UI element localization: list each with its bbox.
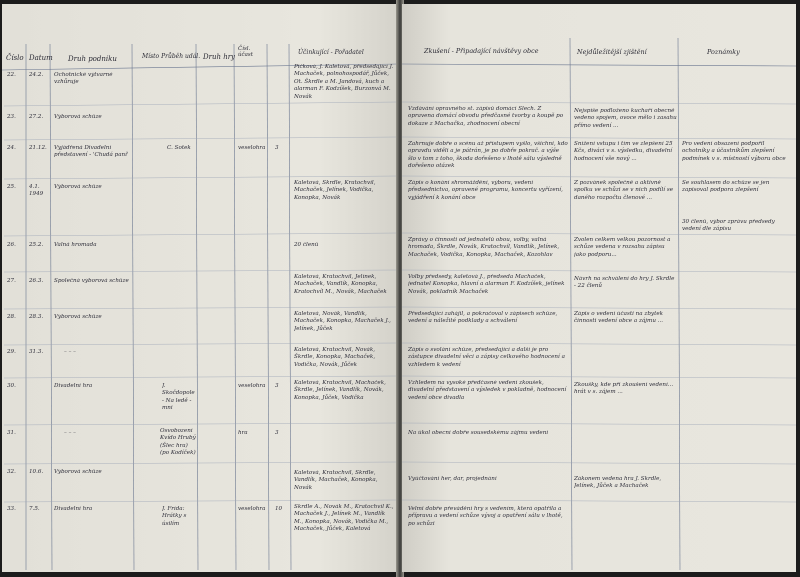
row-date: 10.6. (29, 469, 44, 475)
row-date: 4.1. 1949 (29, 184, 44, 198)
row-report: Vyúčtování her, dar, projednání (408, 476, 497, 482)
row-performers: Kaletová, Kratochvíl, Machaček, Škrdle, Jelínek, Vandlík, Novák, Konopka, Jůček, Vodička (294, 380, 386, 401)
row-number: 28. (7, 314, 16, 320)
row-number: 26. (7, 242, 16, 248)
row-event: Výborová schůze (54, 314, 102, 320)
row-findings: Snížení vstupu i tím ve zlepšení 25 Kčs, diváci v s. výsledku, divadelní hodnocení vše nový ... (574, 141, 673, 162)
row-place: Osvobození Kvído Hrubý (Šlec hra) (po Kodíček) (160, 428, 196, 457)
row-report: Zprávy o činnosti od jednatelů obou, volby, valná hromada, Škrdle, Novák, Kratochvíl, Vandlík, Jelínek, Machaček, Vodička, Konopka, Machaček, Kozohlav (408, 237, 560, 258)
col-header-date: Datum (29, 54, 53, 62)
row-findings: Zákonem vedena hra J. Škrdle, Jelínek, Jůček a Machaček (574, 476, 662, 490)
row-date: 25.2. (29, 242, 44, 248)
row-count: 3 (275, 430, 279, 436)
row-event: Výborová schůze (54, 184, 102, 190)
row-number: 32. (7, 469, 16, 475)
row-findings: Zkoušky, kde při zkoušení vedení... hrát v s. zájem ... (574, 382, 674, 396)
row-performers: Pičková, J. Kaletová, předsedající J. Machaček, polnohospodář, Jůček, Ot. Škrdle a M. Jandová, kuch a alarman F. Kodzíšek, Burzonvá M. Novák (294, 64, 394, 100)
row-number: 22. (7, 72, 16, 78)
col-header-place: Místo Průběh udál. (142, 53, 201, 60)
row-kind: veselohra (238, 145, 266, 151)
row-findings: Nejspíše podloženo kuchaří obecně vedeno spojem, ovoce mělo i zasahu přímo vedení ... (574, 108, 677, 129)
row-number: 33. (7, 506, 16, 512)
row-number: 31. (7, 430, 16, 436)
row-report: Volby předsedy, kaletová J., předseda Machaček, jednatel Konopka, hlavní a alarman F. Kodzíšek, jelínek Novák, pokladník Machaček (408, 274, 565, 295)
row-number: 23. (7, 114, 16, 120)
row-performers: Kaletová, Kratochvíl, Jelínek, Machaček, Vandlík, Konopka, Kratochvíl M., Novák, Machaček (294, 274, 387, 295)
row-kind: hra (238, 430, 248, 436)
row-kind: veselohra (238, 506, 266, 512)
row-report: Na úkol obecní dobře sousedskému zájmu vedení (408, 430, 549, 436)
row-event: – – – (64, 430, 76, 436)
row-event: Výborová schůze (54, 469, 102, 475)
row-report: Předsedající zahájil, a pokračoval v zápisech schůze, vedení a náležité podklady a schválení (408, 311, 558, 325)
row-date: 28.3. (29, 314, 44, 320)
row-number: 27. (7, 278, 16, 284)
row-report: Zahrnuje dobře o scénu až přístupem vyšlo, všichni, kdo opravdu viděli a je pátrán, je po dobře pokrač. a výše šlo v tom z toho, škoda dořešeno v lhotě sálu výsledně dořešeno otázek (408, 141, 568, 170)
row-performers: Kaletová, Kratochvíl, Novák, Škrdle, Konopka, Machaček, Vodička, Novák, Jůček (294, 347, 376, 368)
row-performers: Škrdle A., Novák M., Kratochvíl K., Machaček J., Jelínek M., Vandlík M., Konopka, Novák, Vodička M., Machaček, Jůček, Kaletová (294, 504, 394, 533)
row-number: 24. (7, 145, 16, 151)
row-performers: 20 členů (294, 242, 319, 248)
row-count: 3 (275, 383, 279, 389)
row-date: 7.5. (29, 506, 40, 512)
row-report: Vzhledem na vysoké předčasné vedení zkoušek, divadelní představení a výsledek v pokladně, hodnocení vedení obce divadla (408, 380, 567, 401)
col-header-performers: Účinkující - Pořadatel (298, 49, 364, 56)
row-place: J. Skočdopole - Na ledě - mni (162, 383, 195, 412)
row-findings: Zápis o vedení účasti na zbytek činnosti vedení obce a zájmu ... (574, 311, 664, 325)
row-place: C. Šotek (167, 145, 191, 151)
row-event: Divadelní hra (54, 383, 93, 389)
row-number: 30. (7, 383, 16, 389)
row-performers: Kaletová, Novák, Vandlík, Machaček, Konopka, Machaček J., Jelínek, Jůček (294, 311, 391, 332)
left-page (2, 4, 398, 572)
row-count: 3 (275, 145, 279, 151)
row-place: J. Frída: Hrátky s úsilím (162, 506, 187, 527)
row-event: Výborová schůze (54, 114, 102, 120)
col-header-remarks: Poznámky (707, 48, 740, 56)
row-date: 31.3. (29, 349, 44, 355)
row-event: Vyjádřená Divadelní představení - 'Chudá paní' (54, 145, 129, 159)
row-report: Vzdávání opravného st. zápisů domácí Šlech. Z opravena domácí obvodu předčasné tvorby a koupě po dokaze z Machačka, zhodnocení obecní (408, 106, 564, 127)
row-number: 29. (7, 349, 16, 355)
row-date: 21.12. (29, 145, 47, 151)
col-header-findings: Nejdůležitější zjištění (577, 48, 647, 56)
col-header-number: Číslo (6, 54, 24, 62)
row-number: 25. (7, 184, 16, 190)
col-header-kind: Druh hry (203, 53, 236, 61)
row-performers: Kaletová, Kratochvíl, Škrdle, Vandlík, Machaček, Konopka, Novák (294, 470, 378, 491)
row-event: Společná výborová schůze (54, 278, 129, 284)
row-date: 26.3. (29, 278, 44, 284)
row-kind: veselohra (238, 383, 266, 389)
row-findings: Zvolen celkem velkou pozornost a schůze vedena v rozsahu zápisu jako podporu... (574, 237, 671, 258)
row-remarks: Se souhlasem do schůze se jen zapisoval podpora zlepšení (682, 180, 770, 194)
row-event: Divadelní hra (54, 506, 93, 512)
row-findings: Z pozvánek společně a aktivně spolku ve schůzi se v nich podílí se daného rozpočtu členové ... (574, 180, 674, 201)
row-report: Zápis o svolání schůze, předsedající a další je pro zástupce divadelní věci a zápisy celkového hodnocení a vzhledem k vedení (408, 347, 565, 368)
col-header-event: Druh podniku (68, 55, 117, 63)
row-report: Zápis o konání shromáždění, výboru, vedení předsednictva, opravené programu, koncertu vyřízení, vyjádření k konání obce (408, 180, 563, 201)
col-header-report: Zkušení - Připadající návštěvy obce (424, 47, 539, 55)
row-remarks: Pro vedení obsazení podpořil ochotníky a účastníkům zlepšení podmínek v s. místností výboru obce (682, 141, 786, 162)
row-event: – – – (64, 349, 76, 355)
row-event: Ochotnické výtvarné vzhůruje (54, 72, 113, 86)
row-findings: Návrh na schválení do hry J. Škrdle - 22 členů (574, 276, 675, 290)
row-report: Velmi dobře převádění hry s vedením, která opatřila a přípravu a vedení schůze vývoj a opatření sálu v lhotě, po schůzi (408, 506, 563, 527)
row-date: 24.2. (29, 72, 44, 78)
right-page (402, 4, 796, 572)
col-header-count: Čísl. účast (238, 46, 253, 58)
row-performers: Kaletová, Škrdle, Kratochvíl, Machaček, Jelínek, Vodička, Konopka, Novák (294, 180, 376, 201)
row-date: 27.2. (29, 114, 44, 120)
row-event: Valná hromada (54, 242, 97, 248)
row-count: 10 (275, 506, 283, 512)
row-remarks: 30 členů, výbor zprávu předsedy vedení dle zápisu (682, 219, 775, 233)
